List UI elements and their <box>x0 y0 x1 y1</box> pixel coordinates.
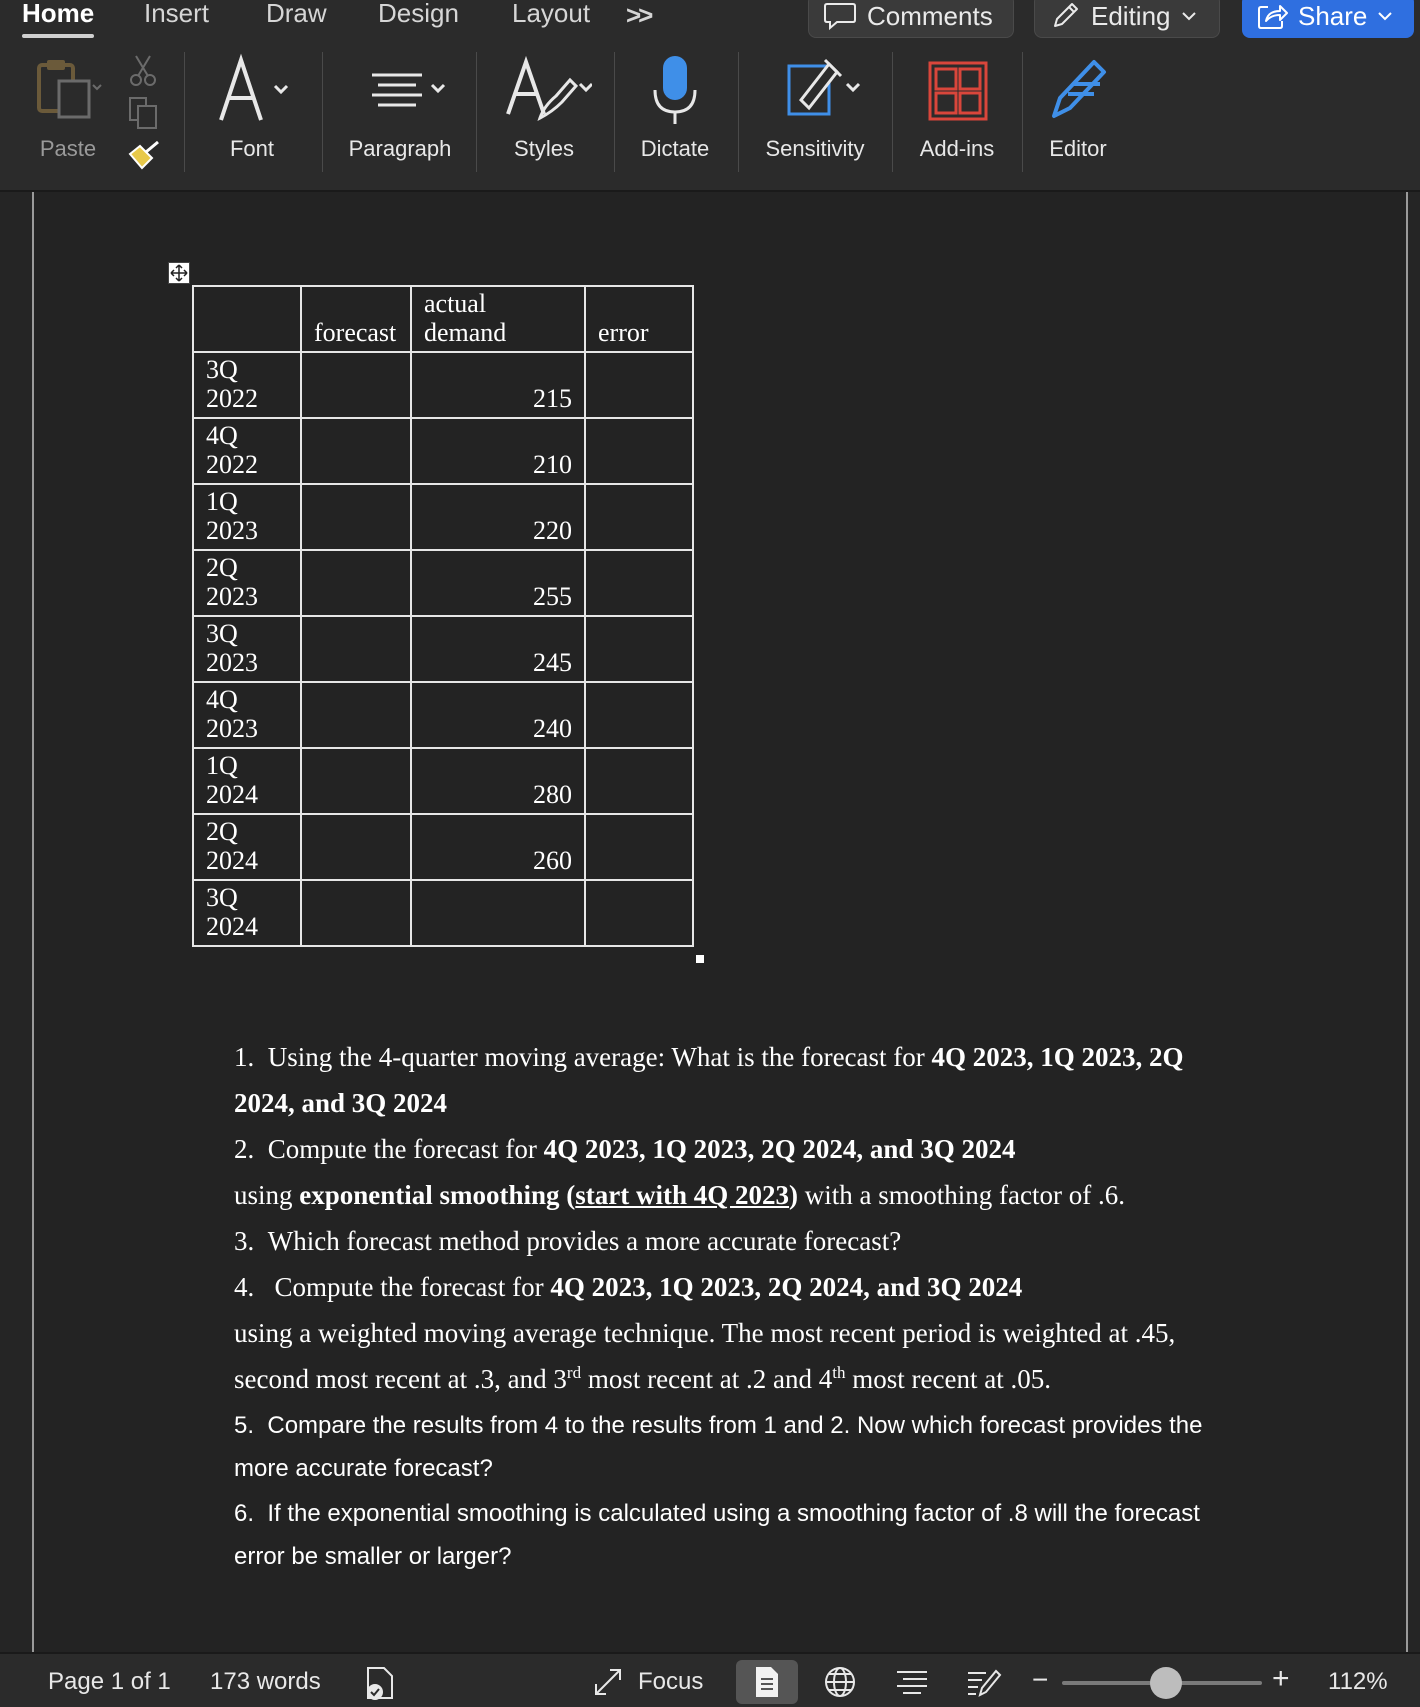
question-1: 1. Using the 4-quarter moving average: What is the forecast for 4Q 2023, 1Q 2023, 2Q 2024, and 3Q 2024 <box>234 1042 1184 1118</box>
table-row <box>193 616 693 682</box>
forecast-cell[interactable] <box>301 484 411 550</box>
sensitivity-button[interactable] <box>758 44 872 192</box>
period-cell[interactable]: 3Q 2024 <box>193 880 301 946</box>
period-cell[interactable]: 3Q 2023 <box>193 616 301 682</box>
comment-icon <box>823 1 857 31</box>
print-layout-view-button[interactable] <box>736 1660 798 1704</box>
microphone-icon <box>645 50 705 130</box>
period-cell[interactable]: 4Q 2022 <box>193 418 301 484</box>
period-cell[interactable]: 4Q 2023 <box>193 682 301 748</box>
clipboard-tools <box>124 54 164 174</box>
forecast-cell[interactable] <box>301 748 411 814</box>
chevron-down-icon <box>1377 11 1393 21</box>
table-row <box>193 880 693 946</box>
question-4: 4. Compute the forecast for 4Q 2023, 1Q 2023, 2Q 2024, and 3Q 2024 <box>234 1272 1023 1302</box>
question-3: 3. Which forecast method provides a more accurate forecast? <box>234 1226 902 1256</box>
editing-label: Editing <box>1091 0 1171 31</box>
styles-icon <box>496 50 592 130</box>
table-header-cell[interactable]: error <box>585 286 693 352</box>
actual-demand-cell[interactable]: 215 <box>411 352 585 418</box>
error-cell[interactable] <box>585 682 693 748</box>
draft-view-button[interactable] <box>964 1660 1004 1704</box>
paragraph-label: Paragraph <box>348 136 452 161</box>
ribbon <box>0 44 1420 192</box>
addins-button[interactable] <box>910 44 1004 192</box>
editor-label: Editor <box>1049 136 1107 161</box>
forecast-cell[interactable] <box>301 550 411 616</box>
table-move-handle[interactable] <box>168 262 190 284</box>
actual-demand-cell[interactable] <box>411 880 585 946</box>
table-header-row <box>193 286 693 352</box>
zoom-out-button[interactable]: − <box>1032 1664 1049 1695</box>
actual-demand-cell[interactable]: 210 <box>411 418 585 484</box>
scissors-icon[interactable] <box>126 54 160 88</box>
forecast-cell[interactable] <box>301 814 411 880</box>
period-cell[interactable]: 3Q 2022 <box>193 352 301 418</box>
question-2-continuation: using exponential smoothing (start with 4Q 2023) with a smoothing factor of .6. <box>234 1180 1125 1210</box>
tab-layout[interactable]: Layout <box>512 0 591 28</box>
actual-demand-cell[interactable]: 260 <box>411 814 585 880</box>
clipboard-icon <box>33 55 103 125</box>
share-icon <box>1256 1 1288 31</box>
outline-lines-icon <box>895 1667 929 1697</box>
more-tabs-icon[interactable]: >> <box>626 0 651 30</box>
error-cell[interactable] <box>585 814 693 880</box>
tab-design[interactable]: Design <box>378 0 459 28</box>
period-cell[interactable]: 1Q 2024 <box>193 748 301 814</box>
table-row <box>193 418 693 484</box>
forecast-cell[interactable] <box>301 418 411 484</box>
question-4-continuation: using a weighted moving average technique. The most recent period is weighted at .45, <box>234 1318 1176 1348</box>
error-cell[interactable] <box>585 616 693 682</box>
styles-button[interactable] <box>494 44 594 192</box>
sensitivity-icon <box>765 50 865 130</box>
comments-label: Comments <box>867 0 993 31</box>
comments-button[interactable] <box>808 0 1014 38</box>
forecast-table[interactable] <box>192 285 694 947</box>
web-layout-view-button[interactable] <box>820 1660 860 1704</box>
document-icon <box>753 1665 781 1699</box>
paragraph-icon <box>350 55 450 125</box>
period-cell[interactable]: 2Q 2024 <box>193 814 301 880</box>
ribbon-separator <box>614 52 615 172</box>
forecast-cell[interactable] <box>301 880 411 946</box>
focus-label: Focus <box>638 1668 704 1695</box>
table-row <box>193 550 693 616</box>
tab-home[interactable]: Home <box>22 0 95 28</box>
table-header-cell[interactable]: actual demand <box>411 286 585 352</box>
status-bar <box>0 1652 1420 1707</box>
error-cell[interactable] <box>585 352 693 418</box>
actual-demand-cell[interactable]: 255 <box>411 550 585 616</box>
pencil-icon <box>1049 0 1081 32</box>
sensitivity-label: Sensitivity <box>765 136 865 161</box>
question-2: 2. Compute the forecast for 4Q 2023, 1Q 2023, 2Q 2024, and 3Q 2024 <box>234 1134 1016 1164</box>
table-header-cell[interactable] <box>193 286 301 352</box>
table-row <box>193 748 693 814</box>
error-cell[interactable] <box>585 748 693 814</box>
copy-icon[interactable] <box>126 96 160 130</box>
tab-draw[interactable]: Draw <box>266 0 327 28</box>
question-list[interactable] <box>234 1034 1254 1578</box>
proofing-check-icon[interactable] <box>362 1664 396 1702</box>
table-resize-handle[interactable] <box>696 955 704 963</box>
table-row <box>193 484 693 550</box>
format-painter-icon[interactable] <box>126 140 162 174</box>
editor-pen-icon <box>1040 50 1116 130</box>
table-row <box>193 814 693 880</box>
table-row <box>193 352 693 418</box>
actual-demand-cell[interactable]: 240 <box>411 682 585 748</box>
editing-button[interactable] <box>1034 0 1220 38</box>
error-cell[interactable] <box>585 418 693 484</box>
font-button[interactable] <box>200 44 304 192</box>
dictate-label: Dictate <box>640 136 710 161</box>
move-arrows-icon <box>170 264 188 282</box>
ribbon-separator <box>892 52 893 172</box>
dictate-button[interactable] <box>630 44 720 192</box>
draft-pen-icon <box>966 1665 1002 1699</box>
addins-label: Add-ins <box>919 136 995 161</box>
period-cell[interactable]: 2Q 2023 <box>193 550 301 616</box>
zoom-slider-thumb[interactable] <box>1150 1667 1182 1699</box>
table-header-cell[interactable]: forecast <box>301 286 411 352</box>
page-count[interactable]: Page 1 of 1 <box>48 1668 171 1695</box>
question-4-weights: second most recent at .3, and 3rd most recent at .2 and 4th most recent at .05. <box>234 1363 1051 1394</box>
chevron-down-icon <box>1181 11 1197 21</box>
share-button[interactable] <box>1242 0 1414 38</box>
ribbon-separator <box>1022 52 1023 172</box>
error-cell[interactable] <box>585 484 693 550</box>
zoom-in-button[interactable]: + <box>1272 1662 1290 1695</box>
outline-view-button[interactable] <box>892 1660 932 1704</box>
font-icon <box>207 50 297 130</box>
error-cell[interactable] <box>585 550 693 616</box>
forecast-cell[interactable] <box>301 616 411 682</box>
question-6: 6. If the exponential smoothing is calculated using a smoothing factor of .8 will the forecast error be smaller or larger? <box>234 1500 1200 1570</box>
tab-insert[interactable]: Insert <box>144 0 210 28</box>
expand-arrow-icon <box>592 1666 624 1698</box>
period-cell[interactable]: 1Q 2023 <box>193 484 301 550</box>
globe-icon <box>823 1665 857 1699</box>
styles-label: Styles <box>514 136 574 161</box>
error-cell[interactable] <box>585 880 693 946</box>
ribbon-separator <box>476 52 477 172</box>
ribbon-separator <box>184 52 185 172</box>
addins-icon <box>922 55 992 125</box>
forecast-cell[interactable] <box>301 352 411 418</box>
table-row <box>193 682 693 748</box>
actual-demand-cell[interactable]: 280 <box>411 748 585 814</box>
zoom-level[interactable]: 112% <box>1328 1668 1388 1695</box>
share-label: Share <box>1298 0 1368 31</box>
paragraph-button[interactable] <box>340 44 460 192</box>
question-5: 5. Compare the results from 4 to the results from 1 and 2. Now which forecast provides the more accurate forecast? <box>234 1412 1203 1482</box>
actual-demand-cell[interactable]: 220 <box>411 484 585 550</box>
ribbon-separator <box>738 52 739 172</box>
font-label: Font <box>229 136 275 161</box>
tab-bar <box>0 0 1420 44</box>
paste-button[interactable] <box>28 44 108 192</box>
forecast-cell[interactable] <box>301 682 411 748</box>
ribbon-separator <box>322 52 323 172</box>
word-count[interactable]: 173 words <box>210 1668 321 1695</box>
paste-label: Paste <box>39 136 97 161</box>
actual-demand-cell[interactable]: 245 <box>411 616 585 682</box>
focus-button[interactable] <box>592 1660 703 1704</box>
editor-button[interactable] <box>1038 44 1118 192</box>
